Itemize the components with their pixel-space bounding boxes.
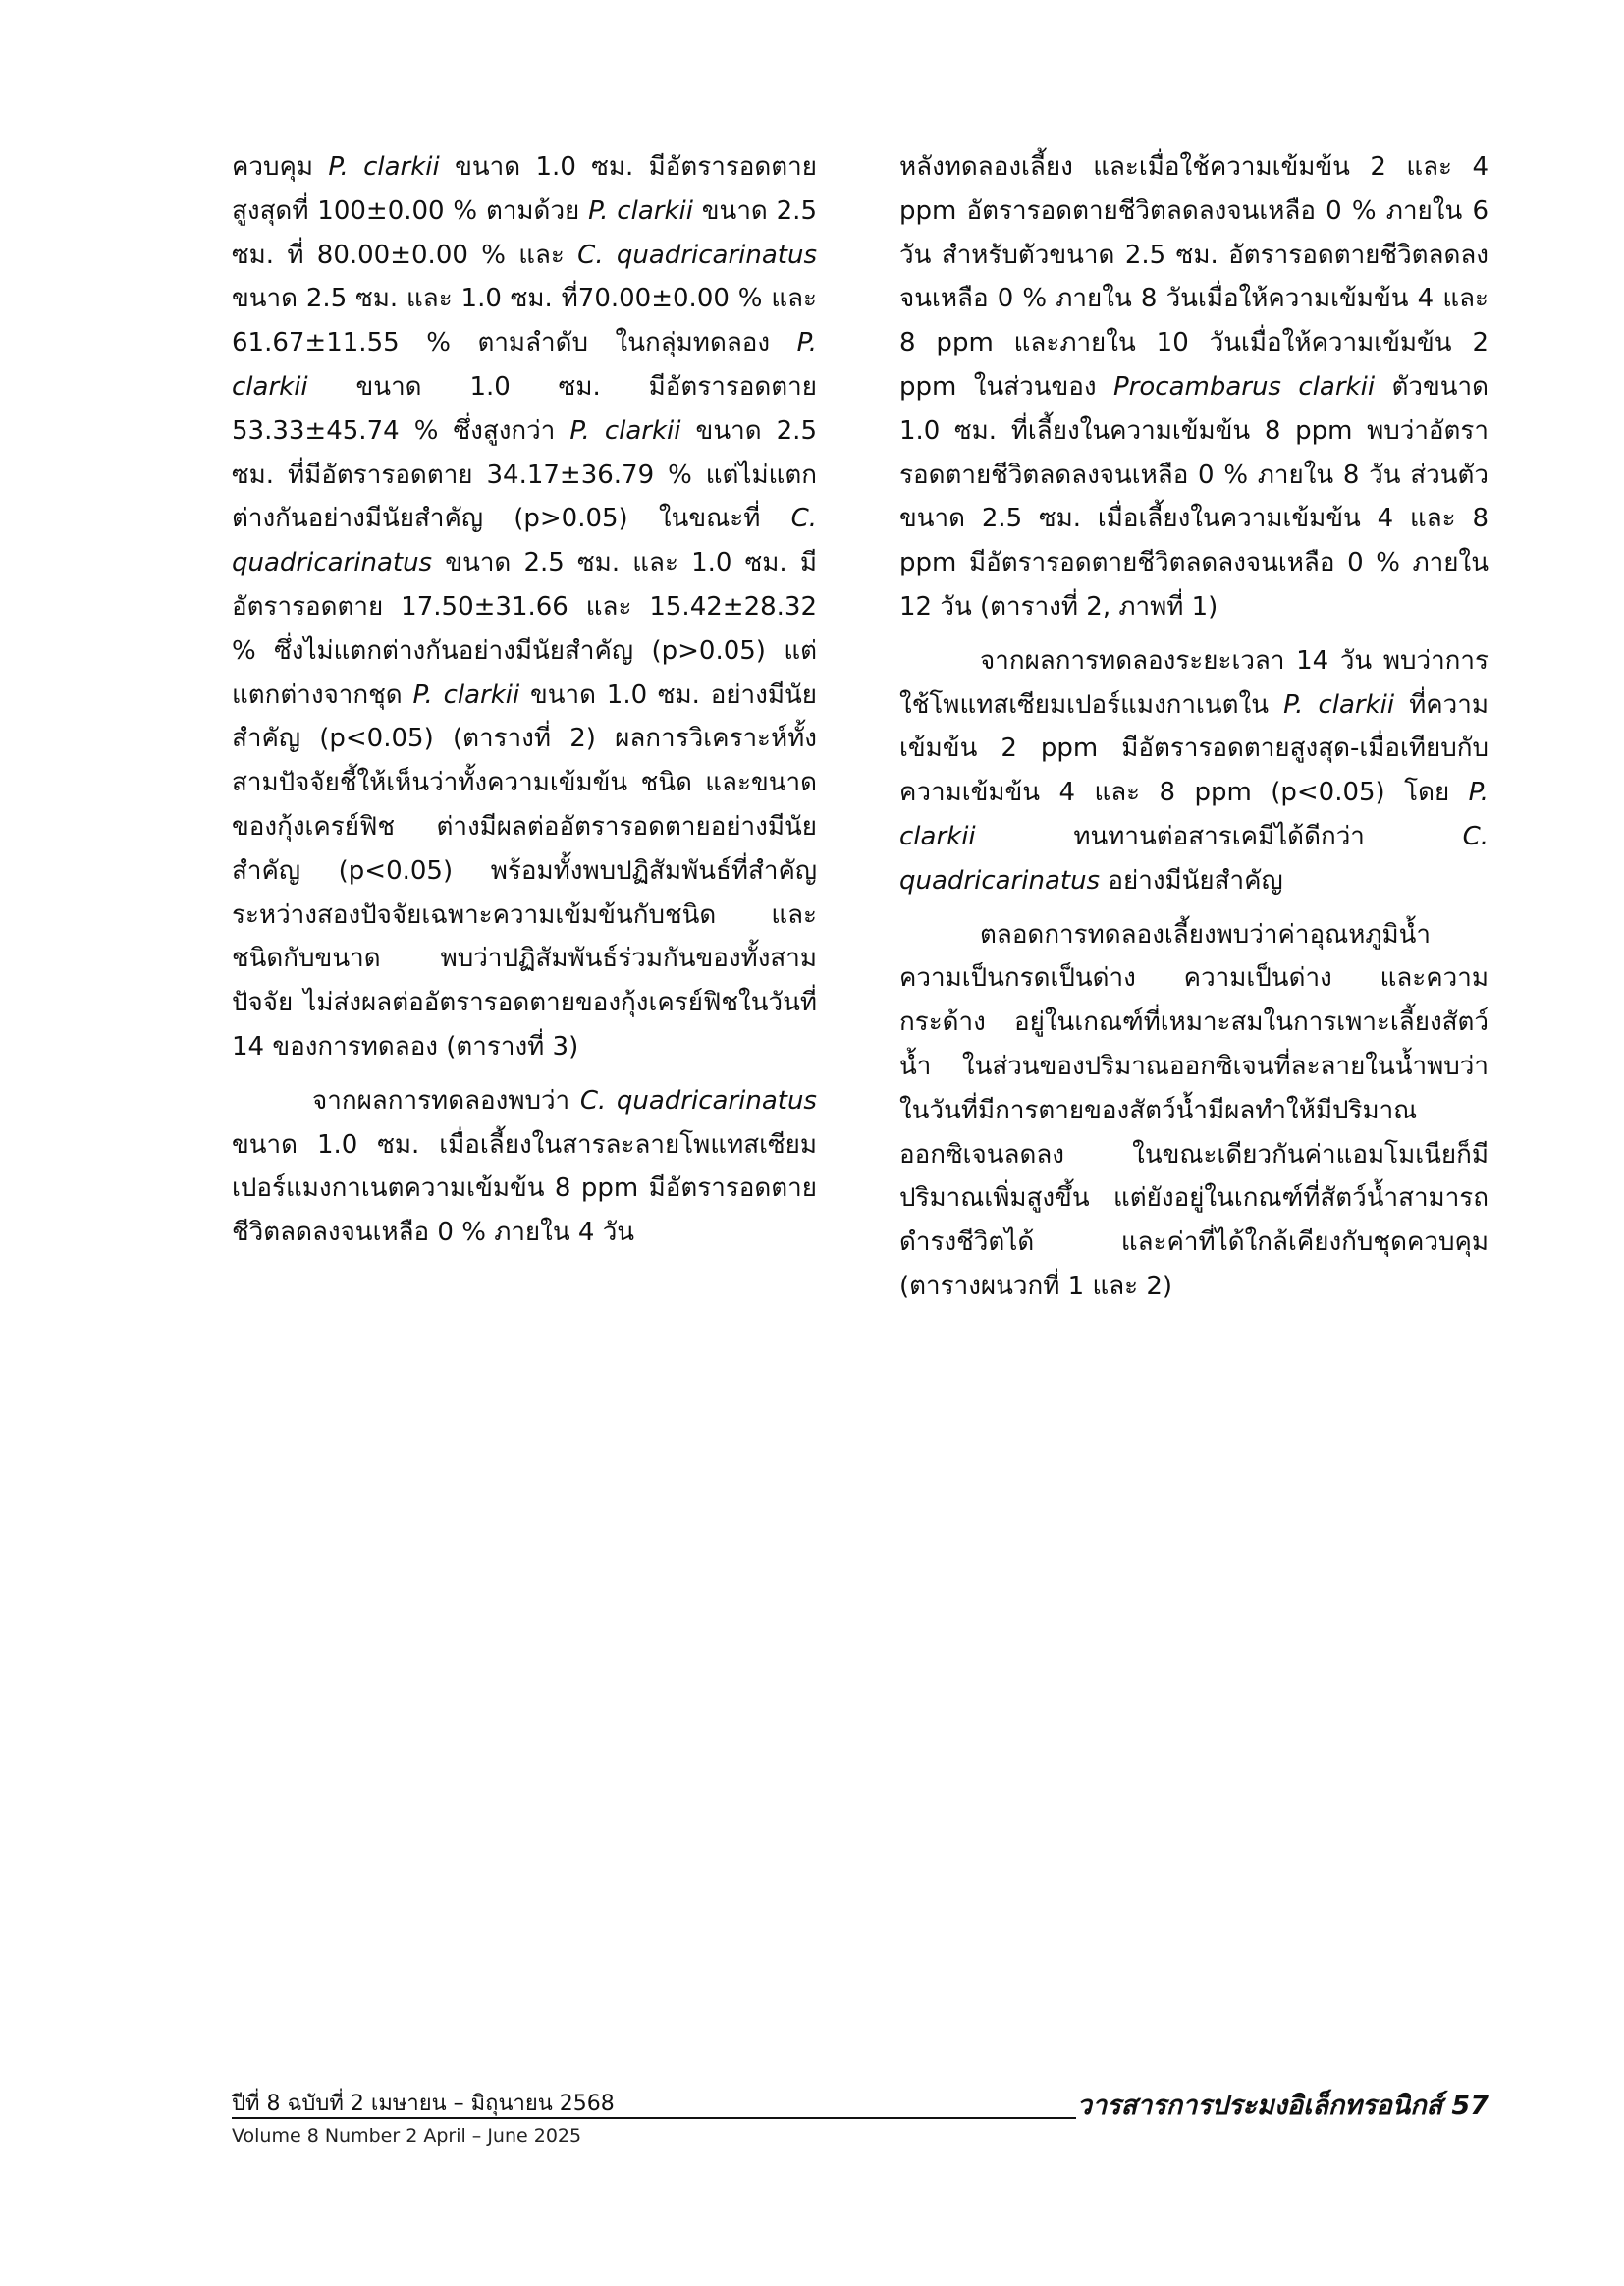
text-run: ตลอดการทดลองเลี้ยงพบว่าค่าอุณหภูมิน้ำ ความเป็นกรดเป็นด่าง ความเป็นด่าง และความกระด้าง อยู่ในเกณฑ์ที่เหมาะสมในการเพาะเลี้ยงสัตว์น้ำ ในส่วนของปริมาณออกซิเจนที่ละลายในน้ำพบว่าในวันที่มีการตายของสัตว์น้ำมีผลทำให้มีปริมาณออกซิเจนลดลง ในขณะเดียวกันค่าแอมโมเนียก็มีปริมาณเพิ่มสูงขึ้น แต่ยังอยู่ในเกณฑ์ที่สัตว์น้ำสามารถดำรงชีวิตได้ และค่าที่ได้ใกล้เคียงกับชุดควบคุม (ตารางผนวกที่ 1 และ 2) (899, 919, 1489, 1301)
species-name: P. clarkii (899, 778, 1489, 851)
text-run: ขนาด 2.5 ซม. ที่ 80.00±0.00 % และ (232, 195, 817, 270)
species-name: C. quadricarinatus (899, 821, 1489, 896)
text-run: อย่างมีนัยสำคัญ (1100, 865, 1283, 896)
text-run: ขนาด 2.5 ซม. และ 1.0 ซม. มีอัตรารอดตาย 17.50±31.66 และ 15.42±28.32 % ซึ่งไม่แตกต่างกันอย่างมีนัยสำคัญ (p>0.05) แต่แตกต่างจากชุด (232, 548, 817, 710)
text-run: หลังทดลองเลี้ยง และเมื่อใช้ความเข้มข้น 2 และ 4 ppm อัตรารอดตายชีวิตลดลงจนเหลือ 0 % ภายใน 6 วัน สำหรับตัวขนาด 2.5 ซม. อัตรารอดตายชีวิตลดลงจนเหลือ 0 % ภายใน 8 วันเมื่อให้ความเข้มข้น 4 และ 8 ppm และภายใน 10 วันเมื่อให้ความเข้มข้น 2 ppm ในส่วนของ (899, 152, 1489, 402)
paragraph (232, 145, 817, 1069)
text-run: ขนาด 1.0 ซม. อย่างมีนัยสำคัญ (p<0.05) (ตารางที่ 2) ผลการวิเคราะห์ทั้งสามปัจจัยชี้ให้เห็นว่าทั้งความเข้มข้น ชนิด และขนาดของกุ้งเครย์ฟิช ต่างมีผลต่ออัตรารอดตายอย่างมีนัยสำคัญ (p<0.05) พร้อมทั้งพบปฏิสัมพันธ์ที่สำคัญระหว่างสองปัจจัยเฉพาะความเข้มข้นกับชนิด และชนิดกับขนาด พบว่าปฏิสัมพันธ์ร่วมกันของทั้งสามปัจจัย ไม่ส่งผลต่ออัตรารอดตายของกุ้งเครย์ฟิชในวันที่ 14 ของการทดลอง (ตารางที่ 3) (232, 680, 817, 1061)
text-run: ตัวขนาด 1.0 ซม. ที่เลี้ยงในความเข้มข้น 8 ppm พบว่าอัตรารอดตายชีวิตลดลงจนเหลือ 0 % ภายใน 8 วัน ส่วนตัวขนาด 2.5 ซม. เมื่อเลี้ยงในความเข้มข้น 4 และ 8 ppm มีอัตรารอดตายชีวิตลดลงจนเหลือ 0 % ภายใน 12 วัน (ตารางที่ 2, ภาพที่ 1) (899, 371, 1489, 622)
paragraph (232, 1079, 817, 1255)
species-name: C. quadricarinatus (577, 240, 817, 270)
text-run: ขนาด 2.5 ซม. และ 1.0 ซม. ที่70.00±0.00 % และ 61.67±11.55 % ตามลำดับ ในกลุ่มทดลอง (232, 284, 817, 358)
species-name: C. quadricarinatus (579, 1085, 817, 1116)
text-run: ขนาด 2.5 ซม. ที่มีอัตรารอดตาย 34.17±36.79 % แต่ไม่แตกต่างกันอย่างมีนัยสำคัญ (p>0.05) ในขณะที่ (232, 415, 817, 534)
text-run: ขนาด 1.0 ซม. มีอัตรารอดตาย 53.33±45.74 % ซึ่งสูงกว่า (232, 371, 817, 446)
left-column (232, 145, 817, 1255)
footer-divider (232, 2117, 1076, 2119)
text-run: ควบคุม (232, 152, 329, 182)
species-name: Procambarus clarkii (1113, 371, 1376, 402)
paragraph (899, 145, 1489, 629)
text-run: ที่ความเข้มข้น 2 ppm มีอัตรารอดตายสูงสุด-เมื่อเทียบกับความเข้มข้น 4 และ 8 ppm (p<0.05) โดย (899, 689, 1489, 808)
paragraph (899, 913, 1489, 1309)
issue-thai: ปีที่ 8 ฉบับที่ 2 เมษายน – มิถุนายน 2568 (232, 2092, 615, 2116)
journal-title-page-number: วารสารการประมงอิเล็กทรอนิกส์ 57 (1076, 2091, 1489, 2121)
species-name: P. clarkii (569, 415, 681, 446)
species-name: P. clarkii (232, 328, 817, 402)
species-name: P. clarkii (1283, 689, 1395, 720)
species-name: P. clarkii (588, 195, 693, 226)
text-run: ขนาด 1.0 ซม. เมื่อเลี้ยงในสารละลายโพแทสเซียมเปอร์แมงกาเนตความเข้มข้น 8 ppm มีอัตรารอดตายชีวิตลดลงจนเหลือ 0 % ภายใน 4 วัน (232, 1129, 817, 1248)
text-run: ทนทานต่อสารเคมีได้ดีกว่า (975, 821, 1463, 851)
species-name: P. clarkii (328, 152, 440, 182)
species-name: P. clarkii (412, 680, 520, 710)
issue-english: Volume 8 Number 2 April – June 2025 (232, 2125, 582, 2147)
right-column (899, 145, 1489, 1309)
paragraph (899, 639, 1489, 903)
page-footer (232, 2080, 1489, 2149)
species-name: C. quadricarinatus (232, 504, 817, 578)
text-run: จากผลการทดลองพบว่า (312, 1085, 580, 1116)
text-run: ขนาด 1.0 ซม. มีอัตรารอดตายสูงสุดที่ 100±0.00 % ตามด้วย (232, 152, 818, 226)
text-run: จากผลการทดลองระยะเวลา 14 วัน พบว่าการใช้โพแทสเซียมเปอร์แมงกาเนตใน (899, 645, 1489, 720)
